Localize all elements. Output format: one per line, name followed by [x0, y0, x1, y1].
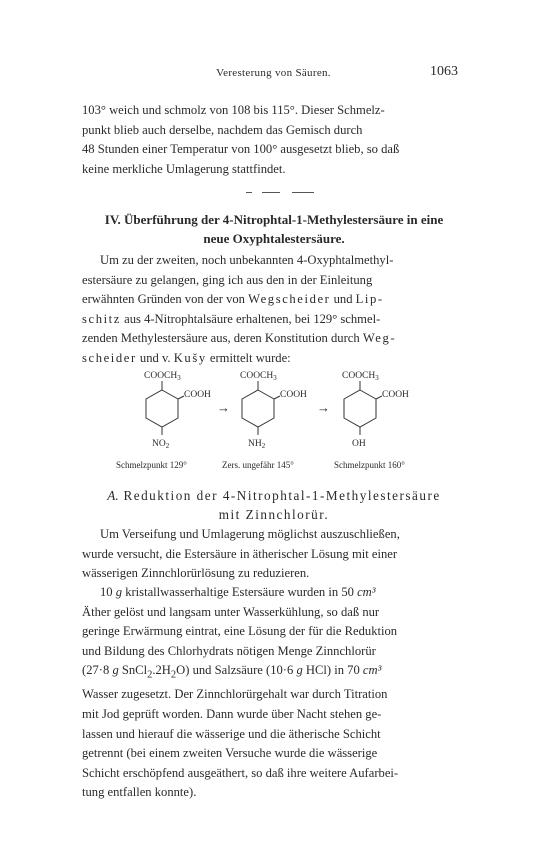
author-name: Wegscheider — [248, 292, 331, 307]
text-line: lassen und hierauf die wässerige und die ätherische Schicht — [82, 726, 381, 741]
text-line: (27·8 g $SnCl_2.2H_2O$) und Salzsäure (10·6 g HCl) in 70 cm³ — [82, 663, 382, 681]
ester-group-label: $COOCH_3$ — [144, 371, 181, 382]
text-line: zenden Methylestersäure aus, deren Konstitution durch Weg- — [82, 331, 397, 346]
section-letter: A. — [107, 488, 119, 503]
heading-line: mit Zinnchlorür. — [218, 507, 330, 522]
author-name: schitz — [82, 311, 121, 326]
benzene-ring — [146, 390, 178, 427]
hydroxy-group-label: OH — [352, 439, 366, 449]
melting-point-label: Schmelzpunkt 160° — [334, 460, 405, 470]
paragraph-melting-point — [82, 101, 466, 179]
heading-line: A. Reduktion der 4-Nitrophtal-1-Methylestersäure — [107, 488, 441, 503]
benzene-ring — [242, 390, 274, 427]
paragraph-introduction — [82, 251, 466, 369]
text-line: punkt blieb auch derselbe, nachdem das Gemisch durch — [82, 122, 363, 137]
text-line: und Bildung des Chlorhydrats nötigen Menge Zinnchlorür — [82, 643, 376, 658]
text-line: Äther gelöst und langsam unter Wasserkühlung, so daß nur — [82, 604, 380, 619]
carboxyl-group-label: COOH — [184, 390, 211, 400]
section-heading-a — [82, 486, 466, 524]
text-line: mit Jod geprüft worden. Dann wurde über Nacht stehen ge- — [82, 707, 382, 722]
text-line: wurde versucht, die Estersäure in ätherischer Lösung mit einer — [82, 546, 398, 561]
reaction-arrow: → — [217, 400, 230, 415]
text-line: 48 Stunden einer Temperatur von 100° ausgesetzt blieb, so daß — [82, 142, 400, 157]
benzene-ring — [344, 390, 376, 427]
page-number: 1063 — [430, 64, 458, 79]
text-line: erwähnten Gründen von der von Wegscheider und Lip- — [82, 292, 384, 307]
text-line: geringe Erwärmung eintrat, eine Lösung der für die Reduktion — [82, 624, 398, 639]
text-line: schitz aus 4-Nitrophtalsäure erhaltenen, bei 129° schmel- — [82, 311, 381, 326]
heading-line: IV. Überführung der 4-Nitrophtal-1-Methylestersäure in eine — [104, 212, 444, 227]
text-line: 10 g kristallwasserhaltige Estersäure wurden in 50 cm³ — [100, 585, 376, 599]
text-line: getrennt (bei einem zweiten Versuche wurde die wässerige — [82, 746, 378, 761]
ester-group-label: $COOCH_3$ — [240, 371, 277, 382]
molecule-amino-ester-acid — [222, 371, 307, 470]
carboxyl-group-label: COOH — [280, 390, 307, 400]
paragraph-procedure — [82, 583, 466, 803]
paragraph-reduction-aim — [82, 525, 466, 584]
text-line: estersäure zu gelangen, ging ich aus den in der Einleitung — [82, 272, 373, 287]
heading-line: neue Oxyphtalestersäure. — [203, 231, 345, 246]
ester-group-label: $COOCH_3$ — [342, 371, 379, 382]
text-line: scheider und v. Kušy ermittelt wurde: — [82, 350, 291, 365]
structural-formulas-diagram — [82, 368, 466, 472]
amino-group-label: $NH_2$ — [248, 439, 266, 450]
author-name: scheider — [82, 350, 137, 365]
text-line: keine merkliche Umlagerung stattfindet. — [82, 161, 286, 176]
text-line: tung entfallen konnte). — [82, 785, 197, 800]
author-name: Weg- — [362, 331, 397, 346]
nitro-group-label: $NO_2$ — [152, 439, 170, 450]
text-line: 103° weich und schmolz von 108 bis 115°. Dieser Schmelz- — [82, 103, 385, 117]
text-line: wässerigen Zinnchlorürlösung zu reduzieren. — [82, 566, 310, 581]
running-head: Veresterung von Säuren. — [216, 67, 331, 79]
text-line: Um Verseifung und Umlagerung möglichst auszuschließen, — [100, 527, 400, 541]
author-name: Lip- — [355, 292, 384, 307]
melting-point-label: Zers. ungefähr 145° — [222, 460, 294, 470]
reaction-arrow: → — [317, 400, 330, 415]
author-name: Kušy — [173, 350, 207, 365]
carboxyl-group-label: COOH — [382, 390, 409, 400]
text-line: Schicht erschöpfend ausgeäthert, so daß ihre weitere Aufarbei- — [82, 765, 399, 780]
text-line: Um zu der zweiten, noch unbekannten 4-Oxyphtalmethyl- — [100, 253, 394, 267]
text-line: Wasser zugesetzt. Der Zinnchlorürgehalt war durch Titration — [82, 687, 388, 702]
molecule-nitro-ester-acid — [116, 371, 211, 470]
section-separator — [246, 183, 314, 201]
melting-point-label: Schmelzpunkt 129° — [116, 460, 187, 470]
molecule-hydroxy-ester-acid — [334, 371, 409, 470]
section-heading-iv — [82, 210, 466, 248]
